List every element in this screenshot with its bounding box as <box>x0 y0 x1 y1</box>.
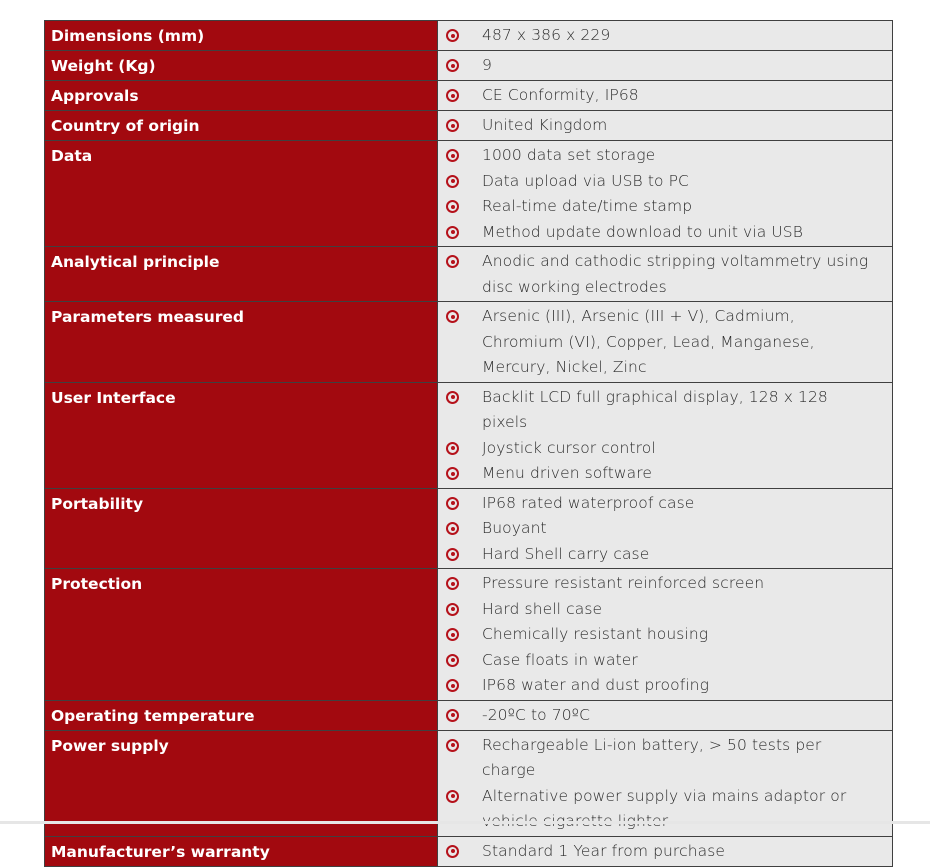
spec-bullet <box>438 461 892 487</box>
spec-row <box>45 700 893 730</box>
target-bullet-icon <box>446 175 459 188</box>
spec-bullet <box>438 648 892 674</box>
spec-value <box>438 700 893 730</box>
spec-bullet <box>438 23 892 49</box>
spec-label: Portability <box>45 488 438 569</box>
spec-bullet <box>438 194 892 220</box>
spec-row <box>45 21 893 51</box>
spec-bullet-text: 487 x 386 x 229 <box>482 26 611 44</box>
target-bullet-icon <box>446 497 459 510</box>
spec-value <box>438 141 893 247</box>
target-bullet-icon <box>446 442 459 455</box>
spec-row <box>45 247 893 302</box>
spec-bullet <box>438 220 892 246</box>
spec-label: Approvals <box>45 81 438 111</box>
spec-value <box>438 382 893 488</box>
spec-bullet-text: Method update download to unit via USB <box>482 222 803 241</box>
target-bullet-icon <box>446 149 459 162</box>
spec-bullet-text: Data upload via USB to PC <box>482 171 689 190</box>
spec-row <box>45 488 893 569</box>
spec-bullet-text: IP68 water and dust proofing <box>482 676 710 694</box>
target-bullet-icon <box>446 59 459 72</box>
spec-bullet-text: Alternative power supply via mains adaptor or <box>482 786 847 805</box>
spec-value <box>438 111 893 141</box>
spec-label: User Interface <box>45 382 438 488</box>
target-bullet-icon <box>446 522 459 535</box>
spec-bullet <box>438 491 892 517</box>
spec-bullet <box>438 385 892 436</box>
target-bullet-icon <box>446 29 459 42</box>
spec-row <box>45 81 893 111</box>
target-bullet-icon <box>446 310 459 323</box>
spec-label: Operating temperature <box>45 700 438 730</box>
spec-bullet-text: Pressure resistant reinforced screen <box>482 574 765 592</box>
spec-bullet <box>438 597 892 623</box>
spec-bullet-text: Anodic and cathodic stripping voltammetry using disc working electrodes <box>482 252 869 296</box>
spec-bullet <box>438 516 892 542</box>
target-bullet-icon <box>446 790 459 803</box>
spec-bullet <box>438 703 892 729</box>
target-bullet-icon <box>446 709 459 722</box>
target-bullet-icon <box>446 255 459 268</box>
spec-bullet-text: IP68 rated waterproof case <box>482 493 695 512</box>
spec-row <box>45 836 893 866</box>
spec-label: Manufacturer’s warranty <box>45 836 438 866</box>
spec-bullet-text: United Kingdom <box>482 116 608 134</box>
spec-bullet-text: Case floats in water <box>482 650 638 669</box>
spec-bullet <box>438 53 892 79</box>
spec-bullet-text: Real-time date/time stamp <box>482 197 693 215</box>
spec-bullet <box>438 542 892 568</box>
spec-value <box>438 569 893 701</box>
spec-bullet <box>438 83 892 109</box>
spec-label: Weight (Kg) <box>45 51 438 81</box>
spec-table-body <box>45 21 893 867</box>
spec-bullet <box>438 673 892 699</box>
spec-bullet-text: Chemically resistant housing <box>482 625 709 643</box>
spec-label: Analytical principle <box>45 247 438 302</box>
spec-bullet <box>438 113 892 139</box>
spec-bullet-text: 1000 data set storage <box>482 146 656 164</box>
spec-bullet-text: Backlit LCD full graphical display, 128 x 128 pixels <box>482 387 828 431</box>
spec-bullet <box>438 622 892 648</box>
spec-bullet <box>438 143 892 169</box>
spec-bullet <box>438 839 892 865</box>
spec-value <box>438 302 893 383</box>
spec-value <box>438 247 893 302</box>
target-bullet-icon <box>446 654 459 667</box>
spec-row <box>45 51 893 81</box>
spec-label: Power supply <box>45 730 438 836</box>
target-bullet-icon <box>446 739 459 752</box>
spec-table <box>44 20 893 867</box>
target-bullet-icon <box>446 548 459 561</box>
target-bullet-icon <box>446 577 459 590</box>
spec-bullet-text: -20ºC to 70ºC <box>482 705 591 724</box>
target-bullet-icon <box>446 679 459 692</box>
spec-bullet-text: 9 <box>482 56 492 74</box>
spec-row <box>45 141 893 247</box>
target-bullet-icon <box>446 119 459 132</box>
spec-bullet-text: Buoyant <box>482 519 547 537</box>
spec-bullet <box>438 733 892 784</box>
spec-bullet <box>438 784 892 835</box>
spec-bullet-text: Standard 1 Year from purchase <box>482 841 726 860</box>
spec-value <box>438 51 893 81</box>
spec-label: Dimensions (mm) <box>45 21 438 51</box>
spec-row <box>45 569 893 701</box>
spec-label: Protection <box>45 569 438 701</box>
spec-value <box>438 81 893 111</box>
spec-bullet <box>438 249 892 300</box>
spec-value <box>438 488 893 569</box>
spec-bullet <box>438 169 892 195</box>
spec-value <box>438 21 893 51</box>
spec-bullet-text: Menu driven software <box>482 464 653 482</box>
target-bullet-icon <box>446 628 459 641</box>
spec-label: Data <box>45 141 438 247</box>
target-bullet-icon <box>446 200 459 213</box>
spec-bullet-text: Hard shell case <box>482 599 603 618</box>
spec-value <box>438 836 893 866</box>
target-bullet-icon <box>446 467 459 480</box>
target-bullet-icon <box>446 603 459 616</box>
spec-bullet-text: Joystick cursor control <box>482 438 656 457</box>
spec-bullet <box>438 436 892 462</box>
spec-label: Parameters measured <box>45 302 438 383</box>
spec-bullet-text: Rechargeable Li-ion battery, > 50 tests per charge <box>482 735 822 779</box>
spec-row <box>45 111 893 141</box>
spec-row <box>45 382 893 488</box>
target-bullet-icon <box>446 89 459 102</box>
spec-bullet <box>438 571 892 597</box>
spec-bullet-text: CE Conformity, IP68 <box>482 86 639 104</box>
target-bullet-icon <box>446 391 459 404</box>
target-bullet-icon <box>446 845 459 858</box>
spec-bullet-text: Hard Shell carry case <box>482 544 650 563</box>
spec-bullet-text: Arsenic (III), Arsenic (III + V), Cadmium, Chromium (VI), Copper, Lead, Manganese, Mercury, Nickel, Zinc <box>482 307 815 376</box>
spec-row <box>45 302 893 383</box>
target-bullet-icon <box>446 226 459 239</box>
spec-label: Country of origin <box>45 111 438 141</box>
spec-bullet <box>438 304 892 381</box>
